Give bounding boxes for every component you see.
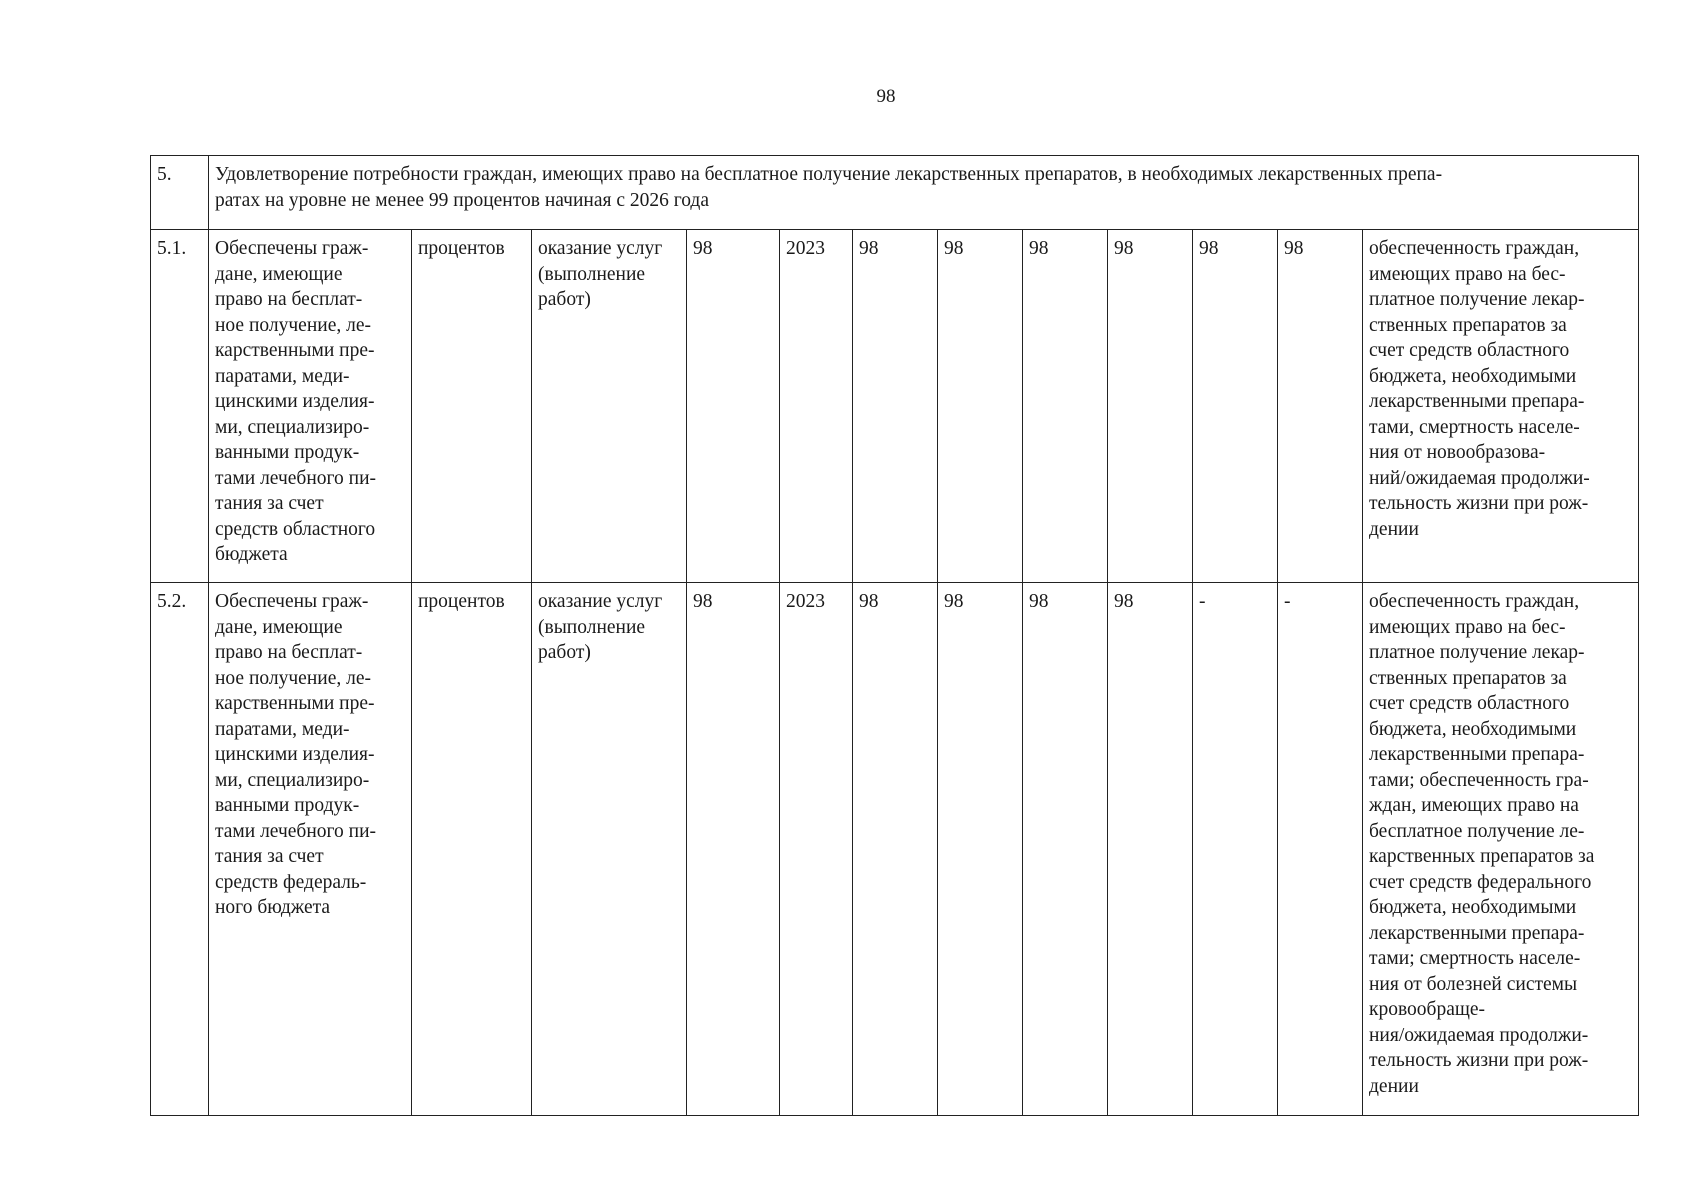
base-year: 2023 <box>780 230 853 583</box>
value-year-1: 98 <box>853 230 938 583</box>
section-title: Удовлетворение потребности граждан, имеющих право на бесплатное получение лекарственных препаратов, в необходимых лекарственных препа- ратах на уровне не менее 99 процентов начиная с 2026 года <box>209 156 1639 230</box>
table-row <box>151 230 1639 583</box>
indicator-type: оказание услуг (выполнение работ) <box>532 583 687 1116</box>
row-number: 5.2. <box>151 583 209 1116</box>
value-year-5: - <box>1193 583 1278 1116</box>
linked-goals: обеспеченность граждан, имеющих право на бес- платное получение лекар- ственных препаратов за счет средств областного бюджета, необходимыми лекарственными препара- тами, смертность населе- ния от новообразова- ний/ожидаемая продолжи- тельность жизни при рож- дении <box>1363 230 1639 583</box>
value-year-3: 98 <box>1023 230 1108 583</box>
value-year-4: 98 <box>1108 583 1193 1116</box>
indicator-name: Обеспечены граж- дане, имеющие право на бесплат- ное получение, ле- карственными пре- паратами, меди- цинскими изделия- ми, специализиро- ванными продук- тами лечебного пи- тания за счет средств областного бюджета <box>209 230 412 583</box>
table-row <box>151 583 1639 1116</box>
base-value: 98 <box>687 230 780 583</box>
indicators-table <box>150 155 1639 1116</box>
base-value: 98 <box>687 583 780 1116</box>
value-year-4: 98 <box>1108 230 1193 583</box>
value-year-2: 98 <box>938 230 1023 583</box>
row-number: 5.1. <box>151 230 209 583</box>
section-number: 5. <box>151 156 209 230</box>
value-year-5: 98 <box>1193 230 1278 583</box>
value-year-1: 98 <box>853 583 938 1116</box>
linked-goals: обеспеченность граждан, имеющих право на бес- платное получение лекар- ственных препаратов за счет средств областного бюджета, необходимыми лекарственными препара- тами; обеспеченность гра- ждан, имеющих право на бесплатное получение ле- карственных препаратов за счет средств федерального бюджета, необходимыми лекарственными препара- тами; смертность населе- ния от болезней системы кровообраще- ния/ожидаемая продолжи- тельность жизни при рож- дении <box>1363 583 1639 1116</box>
value-year-2: 98 <box>938 583 1023 1116</box>
unit: процентов <box>412 230 532 583</box>
unit: процентов <box>412 583 532 1116</box>
base-year: 2023 <box>780 583 853 1116</box>
section-row <box>151 156 1639 230</box>
page-number: 98 <box>876 86 896 107</box>
value-year-6: - <box>1278 583 1363 1116</box>
value-year-3: 98 <box>1023 583 1108 1116</box>
value-year-6: 98 <box>1278 230 1363 583</box>
indicator-type: оказание услуг (выполнение работ) <box>532 230 687 583</box>
indicator-name: Обеспечены граж- дане, имеющие право на бесплат- ное получение, ле- карственными пре- паратами, меди- цинскими изделия- ми, специализиро- ванными продук- тами лечебного пи- тания за счет средств федераль- ного бюджета <box>209 583 412 1116</box>
